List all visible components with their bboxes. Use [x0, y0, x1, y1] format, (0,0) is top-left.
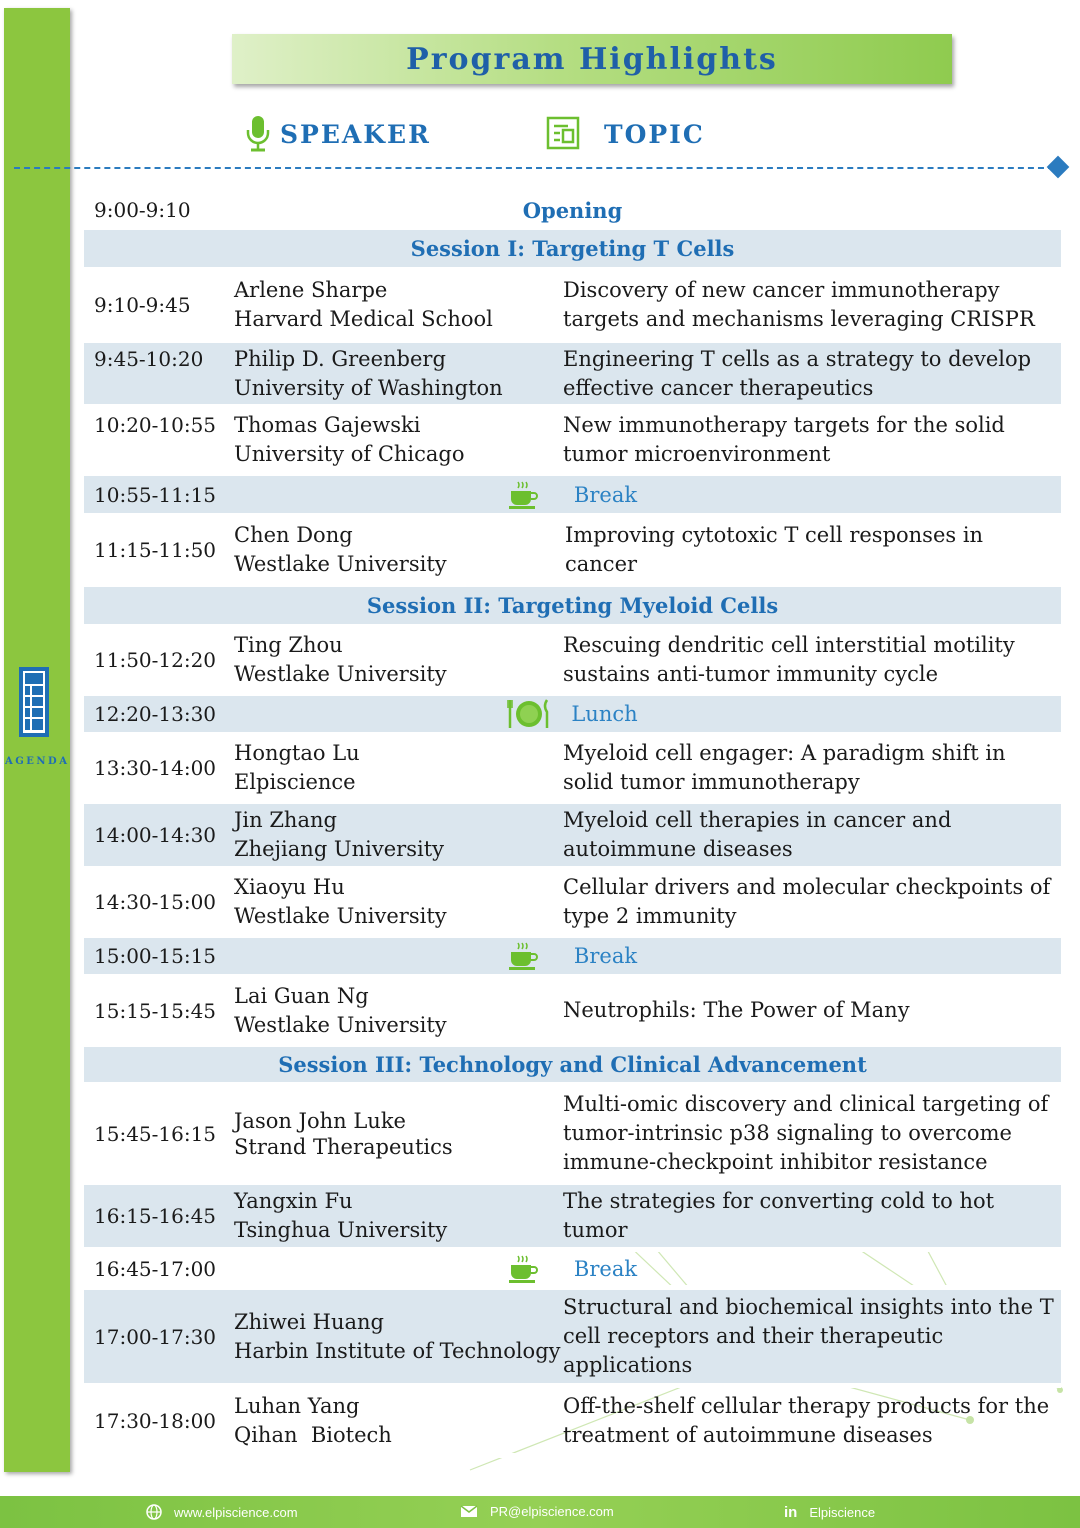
- table-row: [84, 804, 1061, 871]
- email-link[interactable]: PR@elpiscience.com: [490, 1504, 614, 1519]
- plate-icon: [507, 698, 551, 730]
- topic-cell: New immunotherapy targets for the solid tumor microenvironment: [563, 413, 1005, 466]
- agenda-list-icon: [18, 666, 50, 738]
- speaker-affiliation: University of Chicago: [234, 442, 465, 466]
- topic-cell: Discovery of new cancer immunotherapy targets and mechanisms leveraging CRISPR: [563, 278, 1035, 331]
- topic-cell: Off-the-shelf cellular therapy products for the treatment of autoimmune diseases: [563, 1393, 1050, 1447]
- break-row: [84, 476, 1061, 518]
- time-slot: 10:20-10:55: [94, 413, 217, 437]
- time-slot: 14:00-14:30: [94, 823, 217, 847]
- sidebar: [4, 8, 70, 1472]
- speaker-name: Lai Guan Ng: [234, 983, 369, 1008]
- time-slot: 11:15-11:50: [94, 538, 217, 562]
- speaker-cell: [234, 873, 563, 931]
- divider-diamond: [1047, 156, 1070, 179]
- topic-cell: Neutrophils: The Power of Many: [563, 998, 910, 1022]
- table-row: [84, 737, 1061, 804]
- speaker-affiliation: Strand Therapeutics: [234, 1134, 453, 1159]
- microphone-icon: [246, 115, 270, 153]
- coffee-icon: [508, 1255, 540, 1283]
- speaker-cell: [234, 806, 563, 864]
- footer: [0, 1496, 1080, 1528]
- table-row: [84, 272, 1061, 343]
- topic-cell: Myeloid cell therapies in cancer and autoimmune diseases: [563, 808, 952, 861]
- speaker-name: Arlene Sharpe: [234, 278, 388, 302]
- opening-row: [84, 195, 1061, 230]
- time-slot: 12:20-13:30: [94, 702, 217, 726]
- coffee-icon: [508, 942, 540, 970]
- speaker-cell: [234, 1187, 563, 1245]
- break-label: Break: [573, 1256, 638, 1281]
- opening-label: Opening: [522, 197, 623, 223]
- speaker-cell: [234, 739, 563, 797]
- topic-cell: Structural and biochemical insights into the T cell receptors and their therapeutic applications: [563, 1295, 1054, 1377]
- speaker-cell: [234, 411, 563, 469]
- topic-cell: Cellular drivers and molecular checkpoints of type 2 immunity: [563, 875, 1051, 928]
- lunch-label: Lunch: [571, 702, 638, 726]
- break-label: Break: [573, 944, 638, 968]
- speaker-affiliation: Westlake University: [234, 904, 447, 928]
- topic-cell: Improving cytotoxic T cell responses in cancer: [565, 523, 984, 576]
- break-row: [84, 938, 1061, 979]
- time-slot: 13:30-14:00: [94, 756, 217, 780]
- speaker-affiliation: Westlake University: [234, 552, 447, 576]
- topic-cell: The strategies for converting cold to hot tumor: [563, 1189, 995, 1242]
- speaker-name: Chen Dong: [234, 523, 353, 547]
- time-slot: 16:45-17:00: [94, 1256, 217, 1281]
- speaker-cell: [234, 1392, 563, 1450]
- table-row: [84, 1087, 1061, 1185]
- topic-cell: Rescuing dendritic cell interstitial motility sustains anti-tumor immunity cycle: [563, 633, 1015, 686]
- speaker-cell: [234, 982, 563, 1040]
- break-label: Break: [573, 482, 638, 507]
- speaker-name: Hongtao Lu: [234, 741, 360, 765]
- speaker-cell: [234, 1108, 563, 1160]
- speaker-affiliation: Elpiscience: [234, 770, 356, 794]
- session-header: [84, 587, 1061, 629]
- table-row: [84, 871, 1061, 938]
- globe-icon: [146, 1504, 162, 1520]
- speaker-cell: [234, 1308, 563, 1366]
- topic-header-label: TOPIC: [604, 119, 705, 149]
- session-header: [84, 230, 1061, 272]
- speaker-name: Jason John Luke: [234, 1108, 406, 1133]
- speaker-header-label: SPEAKER: [280, 119, 431, 149]
- speaker-name: Luhan Yang: [234, 1393, 360, 1418]
- speaker-affiliation: Westlake University: [234, 1012, 447, 1037]
- table-row: [84, 343, 1061, 409]
- session-title: Session I: Targeting T Cells: [410, 236, 735, 261]
- agenda-table: [84, 195, 1061, 1458]
- session-title: Session III: Technology and Clinical Advancement: [278, 1052, 867, 1077]
- speaker-header: [246, 114, 431, 154]
- speaker-name: Thomas Gajewski: [234, 413, 421, 437]
- linkedin-link[interactable]: Elpiscience: [809, 1505, 876, 1520]
- speaker-affiliation: University of Washington: [234, 375, 503, 400]
- agenda-label: AGENDA: [5, 756, 70, 767]
- time-slot: 17:30-18:00: [94, 1408, 217, 1433]
- speaker-cell: [234, 276, 563, 334]
- time-slot: 9:00-9:10: [94, 198, 191, 222]
- website-link[interactable]: www.elpiscience.com: [174, 1504, 298, 1520]
- topic-cell: Myeloid cell engager: A paradigm shift in solid tumor immunotherapy: [563, 741, 1006, 794]
- footer-linkedin[interactable]: [784, 1504, 875, 1521]
- footer-email[interactable]: [460, 1504, 614, 1519]
- table-row: [84, 1185, 1061, 1252]
- coffee-icon: [508, 481, 540, 509]
- break-row: [84, 696, 1061, 737]
- time-slot: 15:15-15:45: [94, 998, 217, 1023]
- time-slot: 10:55-11:15: [94, 482, 217, 507]
- time-slot: 9:45-10:20: [94, 347, 204, 371]
- speaker-affiliation: Zhejiang University: [234, 837, 444, 861]
- topic-header: [546, 114, 705, 154]
- time-slot: 16:15-16:45: [94, 1204, 217, 1228]
- table-row: [84, 518, 1061, 587]
- time-slot: 11:50-12:20: [94, 648, 217, 672]
- topic-cell: Engineering T cells as a strategy to develop effective cancer therapeutics: [563, 346, 1032, 400]
- footer-website[interactable]: [146, 1504, 298, 1520]
- speaker-name: Xiaoyu Hu: [234, 875, 345, 899]
- table-row: [84, 409, 1061, 476]
- document-icon: [546, 116, 582, 152]
- time-slot: 15:00-15:15: [94, 944, 217, 968]
- speaker-cell: [234, 345, 563, 403]
- table-row: [84, 979, 1061, 1047]
- speaker-affiliation: Harvard Medical School: [234, 307, 493, 331]
- speaker-cell: [234, 631, 563, 689]
- divider-line: [14, 167, 1054, 169]
- page-title: Program Highlights: [232, 34, 952, 84]
- speaker-affiliation: Qihan Biotech: [234, 1422, 392, 1447]
- time-slot: 15:45-16:15: [94, 1121, 217, 1146]
- session-header: [84, 1047, 1061, 1087]
- speaker-name: Ting Zhou: [234, 633, 343, 657]
- table-row: [84, 629, 1061, 696]
- topic-cell: Multi-omic discovery and clinical targeting of tumor-intrinsic p38 signaling to overcome immune-checkpoint inhibitor resistance: [563, 1092, 1049, 1174]
- speaker-affiliation: Harbin Institute of Technology: [234, 1338, 561, 1363]
- break-row: [84, 1252, 1061, 1290]
- speaker-affiliation: Tsinghua University: [234, 1218, 448, 1242]
- session-title: Session II: Targeting Myeloid Cells: [366, 593, 779, 618]
- linkedin-icon: in: [784, 1504, 798, 1521]
- speaker-name: Jin Zhang: [234, 808, 337, 832]
- table-row: [84, 1388, 1061, 1458]
- speaker-affiliation: Westlake University: [234, 662, 447, 686]
- time-slot: 9:10-9:45: [94, 293, 191, 317]
- speaker-cell: [234, 521, 563, 579]
- speaker-name: Zhiwei Huang: [234, 1309, 384, 1334]
- speaker-name: Philip D. Greenberg: [234, 346, 446, 371]
- time-slot: 17:00-17:30: [94, 1324, 217, 1349]
- speaker-name: Yangxin Fu: [234, 1189, 353, 1213]
- time-slot: 14:30-15:00: [94, 890, 217, 914]
- table-row: [84, 1290, 1061, 1388]
- envelope-icon: [460, 1505, 478, 1518]
